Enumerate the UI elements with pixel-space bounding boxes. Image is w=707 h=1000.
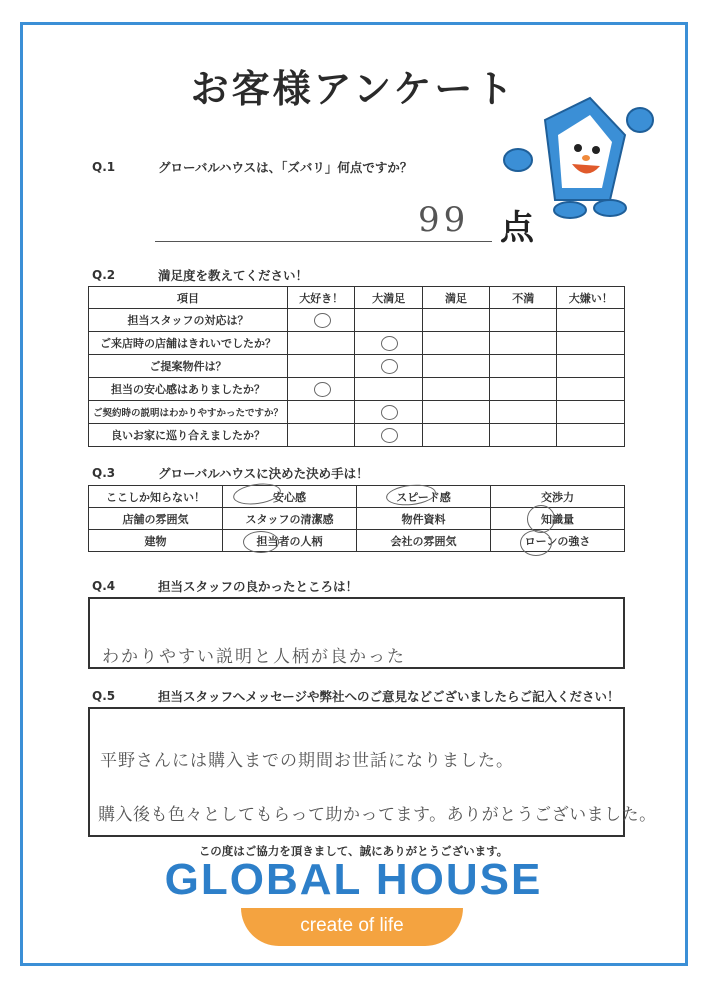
q2-question: 満足度を教えてください！ <box>158 268 309 283</box>
rating-mark <box>314 313 331 328</box>
q5-number: Q.5 <box>92 689 116 703</box>
rating-cell <box>557 401 625 424</box>
rating-cell <box>490 355 557 378</box>
table-header: 大満足 <box>355 287 422 309</box>
factor-cell: ここしか知らない！ <box>89 486 223 508</box>
rating-cell <box>287 378 354 401</box>
factor-cell: 建物 <box>89 530 223 552</box>
q4-number: Q.4 <box>92 579 116 593</box>
rating-cell <box>422 401 489 424</box>
factor-cell: 知識量 <box>491 508 625 530</box>
factor-cell: 交渉力 <box>491 486 625 508</box>
rating-cell <box>287 401 354 424</box>
q1-score: 99 <box>418 200 470 240</box>
q1-answer-line <box>155 241 492 242</box>
factor-cell: 店舗の雰囲気 <box>89 508 223 530</box>
rating-mark <box>381 359 398 374</box>
table-header: 項目 <box>89 287 288 309</box>
q5-answer-line-1: 平野さんには購入までの期間お世話になりました。 <box>100 751 514 771</box>
q1-question: グローバルハウスは、「ズバリ」何点ですか？ <box>158 160 413 175</box>
rating-cell <box>355 309 422 332</box>
rating-cell <box>355 401 422 424</box>
rating-cell <box>490 332 557 355</box>
rating-cell <box>557 378 625 401</box>
rating-cell <box>557 309 625 332</box>
rating-cell <box>490 309 557 332</box>
rating-mark <box>381 336 398 351</box>
rating-cell <box>355 424 422 447</box>
q1-score-unit: 点 <box>500 208 534 248</box>
item-label: 良いお家に巡り合えましたか？ <box>89 424 288 447</box>
rating-cell <box>355 332 422 355</box>
factor-cell: 担当者の人柄 <box>223 530 357 552</box>
factor-cell: ローンの強さ <box>491 530 625 552</box>
item-label: ご契約時の説明はわかりやすかったですか？ <box>89 401 288 424</box>
factor-cell: 物件資料 <box>357 508 491 530</box>
slogan-banner: create of life <box>241 908 463 946</box>
table-header: 大好き！ <box>287 287 354 309</box>
item-label: ご来店時の店舗はきれいでしたか？ <box>89 332 288 355</box>
table-header: 満足 <box>422 287 489 309</box>
rating-cell <box>422 332 489 355</box>
item-label: 担当スタッフの対応は？ <box>89 309 288 332</box>
factor-cell: スタッフの清潔感 <box>223 508 357 530</box>
rating-cell <box>557 332 625 355</box>
rating-cell <box>422 309 489 332</box>
rating-cell <box>355 378 422 401</box>
table-header: 不満 <box>490 287 557 309</box>
thanks-message: この度はご協力を頂きまして、誠にありがとうございます。 <box>198 844 509 858</box>
q3-mark <box>527 505 555 533</box>
table-row <box>89 378 625 401</box>
rating-cell <box>287 309 354 332</box>
table-row <box>89 309 625 332</box>
satisfaction-table <box>88 286 625 447</box>
q3-mark <box>243 531 279 553</box>
rating-cell <box>287 332 354 355</box>
item-label: 担当の安心感はありましたか？ <box>89 378 288 401</box>
rating-mark <box>381 428 398 443</box>
rating-cell <box>490 401 557 424</box>
table-row <box>89 486 625 508</box>
rating-cell <box>355 355 422 378</box>
q3-number: Q.3 <box>92 466 116 480</box>
q3-question: グローバルハウスに決めた決め手は！ <box>158 466 369 481</box>
q5-answer-line-2: 購入後も色々としてもらって助かってます。ありがとうございました。 <box>98 805 657 825</box>
factor-cell: 会社の雰囲気 <box>357 530 491 552</box>
rating-cell <box>287 355 354 378</box>
rating-cell <box>287 424 354 447</box>
rating-cell <box>490 378 557 401</box>
table-header: 大嫌い！ <box>557 287 625 309</box>
global-house-logo: GLOBAL HOUSE <box>164 855 543 904</box>
q2-number: Q.2 <box>92 268 116 282</box>
rating-mark <box>314 382 331 397</box>
rating-cell <box>422 378 489 401</box>
table-row <box>89 424 625 447</box>
rating-cell <box>422 355 489 378</box>
rating-cell <box>422 424 489 447</box>
q1-number: Q.1 <box>92 160 116 174</box>
factor-cell: スピード感 <box>357 486 491 508</box>
rating-cell <box>490 424 557 447</box>
q4-question: 担当スタッフの良かったところは！ <box>158 579 359 594</box>
rating-cell <box>557 355 625 378</box>
q5-question: 担当スタッフへメッセージや弊社へのご意見などございましたらご記入ください！ <box>158 689 620 704</box>
table-row <box>89 355 625 378</box>
item-label: ご提案物件は？ <box>89 355 288 378</box>
q3-mark <box>520 530 552 556</box>
page-title: お客様アンケート <box>190 67 517 111</box>
q4-answer: わかりやすい説明と人柄が良かった <box>102 647 406 667</box>
rating-mark <box>381 405 398 420</box>
table-row <box>89 332 625 355</box>
table-row <box>89 401 625 424</box>
factor-cell: 安心感 <box>223 486 357 508</box>
rating-cell <box>557 424 625 447</box>
